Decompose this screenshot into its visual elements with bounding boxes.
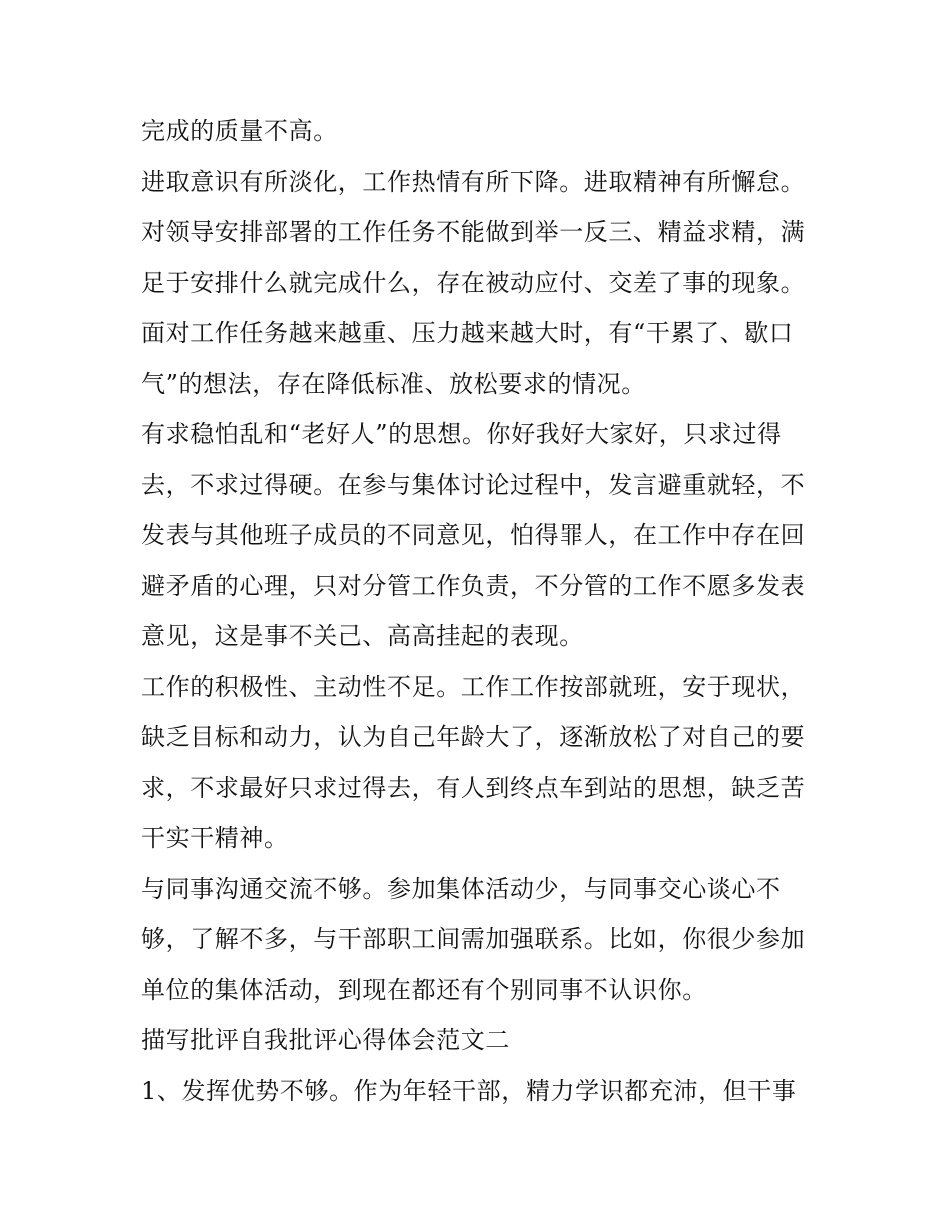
text-line-3: 对领导安排部署的工作任务不能做到举一反三、精益求精，满 (141, 218, 806, 246)
text-line-11: 意见，这是事不关己、高高挂起的表现。 (141, 622, 584, 650)
text-line-15: 干实干精神。 (141, 824, 289, 852)
text-line-6: 气”的想法，存在降低标准、放松要求的情况。 (141, 369, 646, 398)
text-line-16: 与同事沟通交流不够。参加集体活动少，与同事交心谈心不 (141, 874, 781, 903)
text-line-8: 去，不求过得硬。在参与集体讨论过程中，发言避重就轻，不 (141, 470, 806, 499)
text-line-2: 进取意识有所淡化，工作热情有所下降。进取精神有所懈怠。 (141, 167, 806, 196)
text-line-17: 够，了解不多，与干部职工间需加强联系。比如，你很少参加 (141, 925, 806, 953)
text-line-12: 工作的积极性、主动性不足。工作工作按部就班，安于现状， (141, 672, 806, 701)
text-line-5: 面对工作任务越来越重、压力越来越大时，有“干累了、歇口 (141, 319, 794, 347)
text-line-1: 完成的质量不高。 (141, 117, 338, 145)
document-body (141, 106, 821, 1116)
text-line-20: 1、发挥优势不够。作为年轻干部，精力学识都充沛，但干事 (141, 1076, 797, 1105)
text-line-4: 足于安排什么就完成什么，存在被动应付、交差了事的现象。 (141, 268, 806, 297)
text-line-7: 有求稳怕乱和“老好人”的思想。你好我好大家好，只求过得 (141, 420, 782, 448)
text-line-18: 单位的集体活动，到现在都还有个别同事不认识你。 (141, 975, 707, 1004)
text-line-10: 避矛盾的心理，只对分管工作负责，不分管的工作不愿多发表 (141, 571, 806, 600)
text-line-14: 求，不求最好只求过得去，有人到终点车到站的思想，缺乏苦 (141, 773, 806, 802)
text-line-9: 发表与其他班子成员的不同意见，怕得罪人，在工作中存在回 (141, 521, 806, 549)
text-line-13: 缺乏目标和动力，认为自己年龄大了，逐渐放松了对自己的要 (141, 723, 806, 751)
section-heading: 描写批评自我批评心得体会范文二 (141, 1026, 510, 1054)
